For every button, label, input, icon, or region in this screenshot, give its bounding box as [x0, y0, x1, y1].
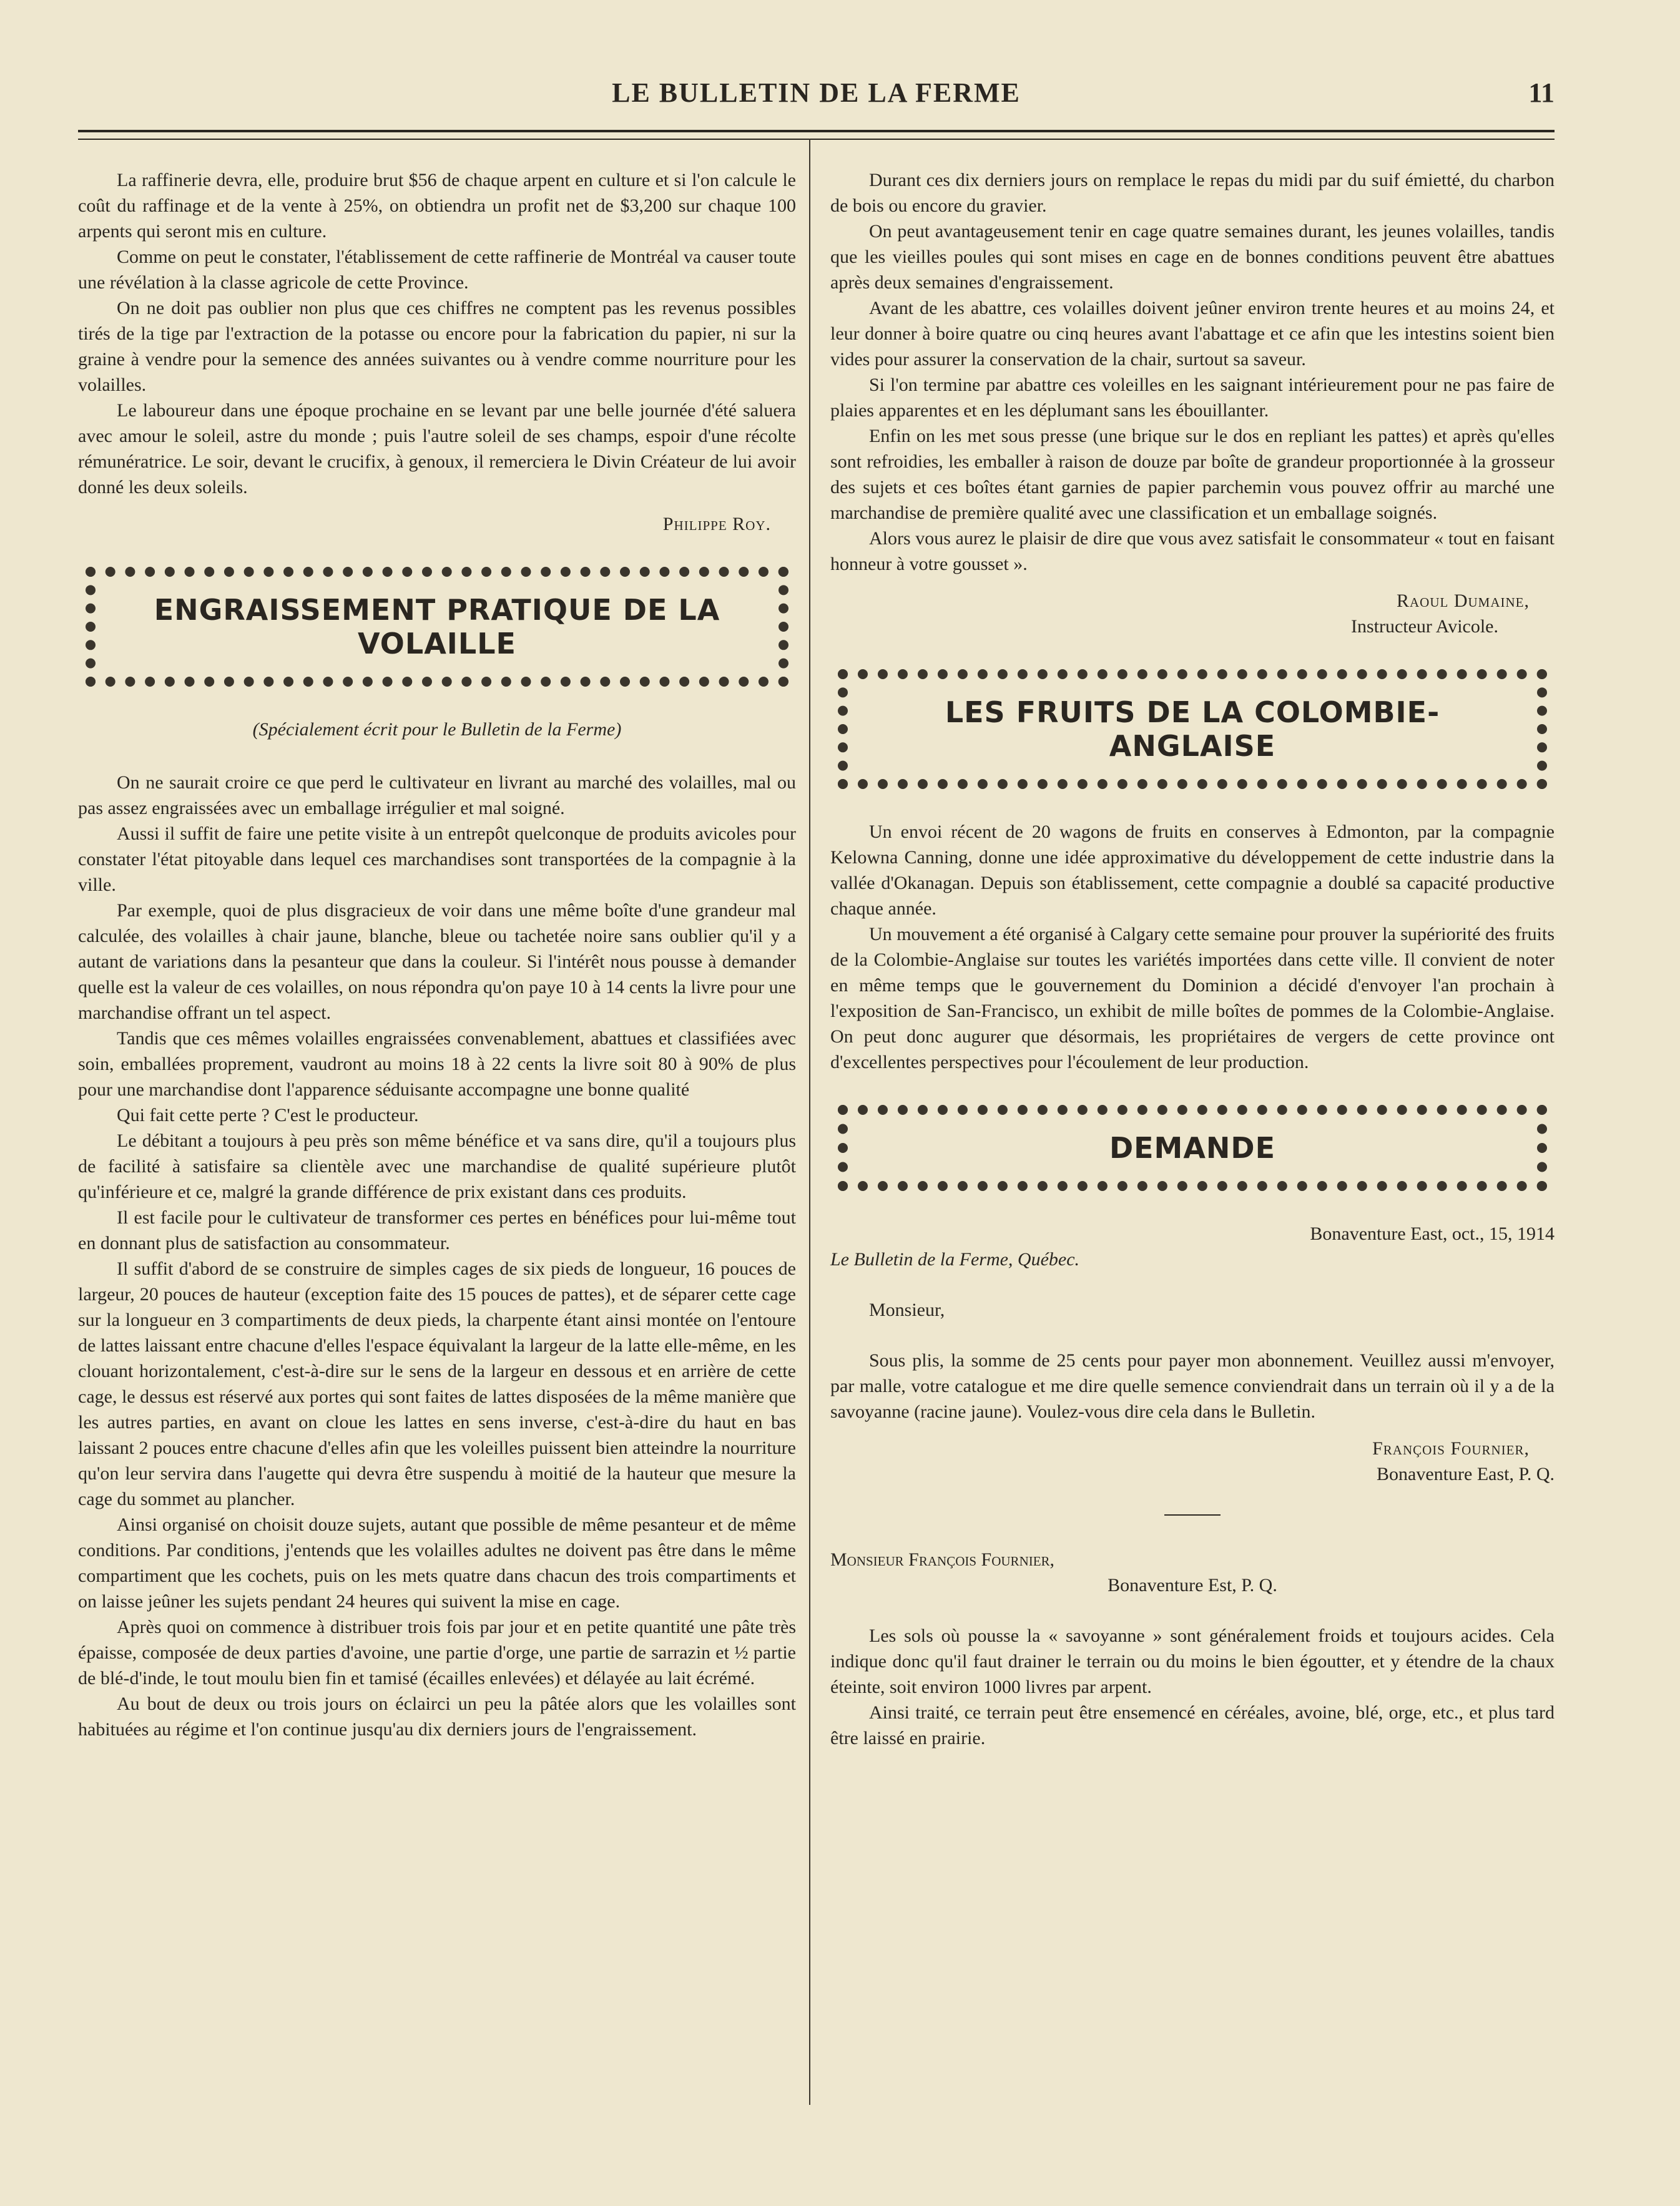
- paragraph: Il suffit d'abord de se construire de simples cages de six pieds de longueur, 16 pouces de largeur, 20 pouces de hauteur (exception faite des 15 pouces de pattes), et de séparer cette cage sur la longueur en 3 compartiments de deux pieds, la charpente étant ainsi montée on l'entoure de lattes laissant entre chacune d'elles l'espace équivalant la largeur de la latte elle-même, en les clouant horizontalement, c'est-à-dire sur le sens de la largeur en dessous et en arrière de cette cage, le dessus est réservé aux portes qui sont faites de lattes disposées de la même manière que les autres parties, en avant on cloue les lattes en sens inverse, c'est-à-dire du haut en bas laissant 2 pouces entre chacune d'elles afin que les voleilles puissent bien atteindre la nourriture qu'on leur servira dans l'augette qui devra être suspendu à moitié de la hauteur que mesure la cage du sommet au plancher.: [78, 1258, 796, 1509]
- header-rule: [78, 130, 1555, 140]
- paragraph: Il est facile pour le cultivateur de transformer ces pertes en bénéfices pour lui-même tout en donnant plus de satisfaction au consommateur.: [78, 1207, 796, 1253]
- signature-name: Raoul Dumaine,: [1397, 591, 1530, 611]
- paragraph: Si l'on termine par abattre ces voleilles en les saignant intérieurement pour ne pas faire de plaies apparentes et en les déplumant sans les ébouillanter.: [830, 375, 1555, 421]
- page-number: 11: [1528, 77, 1555, 108]
- letter-salutation: Monsieur,: [869, 1300, 945, 1320]
- signature: Philippe Roy.: [662, 514, 771, 534]
- paragraph: Le débitant a toujours à peu près son même bénéfice et va sans dire, qu'il a toujours plus de facilité à satisfaire sa clientèle avec une marchandise de qualité supérieure plutôt qu'inférieure et ce, malgré la grande différence de prix existant dans ces produits.: [78, 1130, 796, 1202]
- reply-addressee: Monsieur François Fournier,: [830, 1549, 1055, 1570]
- paragraph: Durant ces dix derniers jours on remplace le repas du midi par du suif émietté, du charbon de bois ou encore du gravier.: [830, 170, 1555, 216]
- right-column: [830, 167, 1555, 1751]
- paragraph: Qui fait cette perte ? C'est le producteur.: [117, 1105, 419, 1125]
- short-divider: [1164, 1514, 1221, 1516]
- article-title-box: [78, 559, 796, 694]
- paragraph: Avant de les abattre, ces volailles doivent jeûner environ trente heures et au moins 24, et leur donner à boire quatre ou cinq heures avant l'abattage et ce afin que les intestins soient bien vides pour assurer la conservation de la chair, surtout sa saveur.: [830, 298, 1555, 370]
- paragraph: On peut avantageusement tenir en cage quatre semaines durant, les jeunes volailles, tandis que les vieilles poules qui sont mises en cage en de bonnes conditions peuvent être abattues après deux semaines d'engraissement.: [830, 221, 1555, 293]
- letter-signature-place: Bonaventure East, P. Q.: [1377, 1464, 1555, 1484]
- letter-body: Sous plis, la somme de 25 cents pour payer mon abonnement. Veuillez aussi m'envoyer, par malle, votre catalogue et me dire quelle semence conviendrait dans un terrain où il y a de la savoyanne (racine jaune). Voulez-vous dire cela dans le Bulletin.: [830, 1350, 1555, 1422]
- paragraph: Ainsi traité, ce terrain peut être ensemencé en céréales, avoine, blé, orge, etc., et plus tard être laissé en prairie.: [830, 1702, 1555, 1748]
- paragraph: Tandis que ces mêmes volailles engraissées convenablement, abattues et classifiées avec soin, emballées proprement, vaudront au moins 18 à 22 cents la livre soit 80 à 90% de plus pour une marchandise dont l'apparence séduisante accompagne une bonne qualité: [78, 1028, 796, 1100]
- paragraph: La raffinerie devra, elle, produire brut $56 de chaque arpent en culture et si l'on calcule le coût du raffinage et de la vente à 25%, on obtiendra un profit net de $3,200 sur chaque 100 arpents qui seront mis en culture.: [78, 170, 796, 242]
- fruits-title-box: [830, 662, 1555, 797]
- signature-title: Instructeur Avicole.: [1350, 616, 1498, 637]
- letter-recipient: Le Bulletin de la Ferme, Québec.: [830, 1249, 1080, 1270]
- paragraph: Un mouvement a été organisé à Calgary cette semaine pour prouver la supériorité des fruits de la Colombie-Anglaise sur toutes les variétés importées dans cette ville. Il convient de noter en même temps que le gouvernement du Dominion a décidé d'envoyer l'an prochain à l'exposition de San-Francisco, un exhibit de mille boîtes de pommes de la Colombie-Anglaise. On peut donc augurer que désormais, les propriétaires de vergers de cette province ont d'excellentes perspectives pour l'écoulement de leur production.: [830, 924, 1555, 1072]
- paragraph: Par exemple, quoi de plus disgracieux de voir dans une même boîte d'une grandeur mal calculée, des volailles à chair jaune, blanche, bleue ou tachetée noire sans oublier qu'il y a autant de variations dans la pesanteur que dans la couleur. Si l'intérêt nous pousse à demander quelle est la valeur de ces volailles, on nous répondra qu'on paye 10 à 14 cents la livre pour une marchandise offrant un tel aspect.: [78, 900, 796, 1023]
- paragraph: Alors vous aurez le plaisir de dire que vous avez satisfait le consommateur « tout en faisant honneur à votre gousset ».: [830, 528, 1555, 574]
- reply-address: Bonaventure Est, P. Q.: [1108, 1575, 1277, 1596]
- demande-title: DEMANDE: [1109, 1131, 1276, 1165]
- article-title: ENGRAISSEMENT PRATIQUE DE LA VOLAILLE: [154, 593, 720, 660]
- newspaper-title: LE BULLETIN DE LA FERME: [612, 77, 1021, 108]
- letter-date: Bonaventure East, oct., 15, 1914: [1310, 1223, 1555, 1244]
- left-column: [78, 167, 796, 1742]
- paragraph: On ne saurait croire ce que perd le cultivateur en livrant au marché des volailles, mal ou pas assez engraissées avec un emballage irrégulier et mal soigné.: [78, 772, 796, 818]
- paragraph: Après quoi on commence à distribuer trois fois par jour et en petite quantité une pâte très épaisse, composée de deux parties d'avoine, une partie d'orge, une partie de sarrazin et ½ partie de blé-d'inde, le tout moulu bien fin et tamisé (écailles enlevées) et délayée au lait écrémé.: [78, 1617, 796, 1689]
- paragraph: On ne doit pas oublier non plus que ces chiffres ne comptent pas les revenus possibles tirés de la tige par l'extraction de la potasse ou encore pour la fabrication du papier, ni sur la graine à vendre pour la semence des années suivantes ou à vendre comme nourriture pour les volailles.: [78, 298, 796, 395]
- paragraph: Comme on peut le constater, l'établissement de cette raffinerie de Montréal va causer toute une révélation à la classe agricole de cette Province.: [78, 247, 796, 293]
- demande-title-box: [830, 1097, 1555, 1199]
- paragraph: Enfin on les met sous presse (une brique sur le dos en repliant les pattes) et après qu'elles sont refroidies, les emballer à raison de douze par boîte de grandeur proportionnée à la grosseur des sujets et ces boîtes étant garnies de papier parchemin vous pouvez offrir au marché une marchandise de première qualité avec une classification et un emballage soignés.: [830, 426, 1555, 523]
- paragraph: Un envoi récent de 20 wagons de fruits en conserves à Edmonton, par la compagnie Kelowna Canning, donne une idée approximative du développement de cette industrie dans la vallée d'Okanagan. Depuis son établissement, cette compagnie a doublé sa capacité productive chaque année.: [830, 821, 1555, 919]
- paragraph: Le laboureur dans une époque prochaine en se levant par une belle journée d'été saluera avec amour le soleil, astre du monde ; puis l'autre soleil de ses champs, espoir d'une récolte rémunératrice. Le soir, devant le crucifix, à genoux, il remerciera le Divin Créateur de lui avoir donné les deux soleils.: [78, 400, 796, 498]
- column-divider: [809, 139, 810, 2105]
- letter-signature-name: François Fournier,: [1372, 1438, 1530, 1459]
- article-subtitle: (Spécialement écrit pour le Bulletin de la Ferme): [252, 719, 622, 740]
- page-header: [78, 74, 1555, 124]
- paragraph: Ainsi organisé on choisit douze sujets, autant que possible de même pesanteur et de même conditions. Par conditions, j'entends que les volailles adultes ne doivent pas être dans le même compartiment que les cochets, puis on les mets quatre dans chacun des trois compartiments et on laisse jeûner les sujets pendant 24 heures qui suivent la mise en cage.: [78, 1514, 796, 1612]
- paragraph: Aussi il suffit de faire une petite visite à un entrepôt quelconque de produits avicoles pour constater l'état pitoyable dans lequel ces marchandises sont transportées de la compagnie à la ville.: [78, 823, 796, 895]
- fruits-title: LES FRUITS DE LA COLOMBIE-ANGLAISE: [945, 695, 1440, 763]
- paragraph: Les sols où pousse la « savoyanne » sont généralement froids et toujours acides. Cela indique donc qu'il faut drainer le terrain ou du moins le bien égoutter, et y étendre de la chaux éteinte, soit environ 1000 livres par arpent.: [830, 1625, 1555, 1697]
- paragraph: Au bout de deux ou trois jours on éclairci un peu la pâtée alors que les volailles sont habituées au régime et l'on continue jusqu'au dix derniers jours de l'engraissement.: [78, 1694, 796, 1740]
